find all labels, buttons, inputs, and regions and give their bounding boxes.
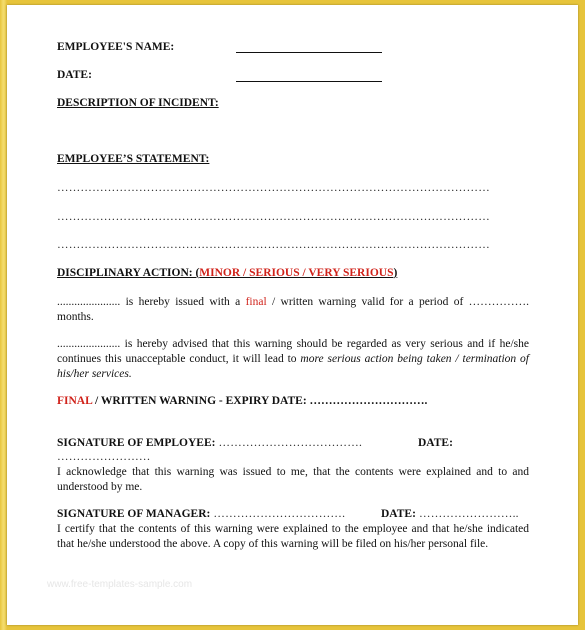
manager-date xyxy=(381,508,519,520)
final-label: FINAL xyxy=(57,395,93,407)
employee-signature-line xyxy=(57,437,362,449)
para1-text-a: is hereby issued with a xyxy=(120,296,246,308)
manager-signature-field[interactable]: ……………………………. xyxy=(210,508,346,520)
date-field[interactable] xyxy=(236,81,382,82)
para1-text-b: / written warning valid for a period of ……………. months. xyxy=(57,296,530,323)
manager-signature-label: SIGNATURE OF MANAGER: xyxy=(57,508,211,520)
disciplinary-action-heading xyxy=(57,267,397,279)
watermark: www.free-templates-sample.com xyxy=(47,579,193,590)
certification-text: I certify that the contents of this warning were explained to the employee and that he/she indicated that he/she understood the above. A copy of this warning will be filed on his/her personal file. xyxy=(57,523,529,550)
employee-name-field[interactable] xyxy=(236,52,382,53)
statement-line-2[interactable]: ………………………………………………………………………………………………… xyxy=(57,211,490,223)
expiry-text: / WRITTEN WARNING - EXPIRY DATE: …………………………. xyxy=(92,395,428,407)
disciplinary-options: MINOR / SERIOUS / VERY SERIOUS xyxy=(199,267,394,279)
statement-line-3[interactable]: ………………………………………………………………………………………………… xyxy=(57,239,490,251)
employee-date-field[interactable]: …………………… xyxy=(57,451,151,463)
employee-statement-label: EMPLOYEE’S STATEMENT: xyxy=(57,153,210,165)
employee-blank-2[interactable]: ...................... xyxy=(57,338,121,350)
employee-signature-field[interactable]: ………………………………. xyxy=(215,437,363,449)
acknowledgement-text: I acknowledge that this warning was issued to me, that the contents were explained and to and understood by me. xyxy=(57,466,529,493)
document-page xyxy=(7,5,578,625)
description-of-incident-label: DESCRIPTION OF INCIDENT: xyxy=(57,97,219,109)
disciplinary-suffix: ) xyxy=(393,267,398,279)
manager-date-field[interactable]: …………………….. xyxy=(415,508,519,520)
employee-name-label: EMPLOYEE'S NAME: xyxy=(57,41,175,53)
disciplinary-prefix: DISCIPLINARY ACTION: ( xyxy=(57,267,200,279)
date-label: DATE: xyxy=(57,69,92,81)
written-warning-paragraph xyxy=(57,295,529,325)
para2-text-a: is hereby advised that this warning should be regarded as very serious and if he/she continues this unacceptable conduct, it will lead to xyxy=(57,338,529,365)
expiry-date-line xyxy=(57,395,427,407)
advised-paragraph xyxy=(57,337,529,382)
employee-signature-label: SIGNATURE OF EMPLOYEE: xyxy=(57,437,216,449)
para2-italic: more serious action being taken / termination of his/her services. xyxy=(57,353,529,380)
final-word: final xyxy=(245,296,267,308)
employee-date-label: DATE: xyxy=(418,437,453,449)
employee-blank-1[interactable]: ...................... xyxy=(57,296,121,308)
manager-date-label: DATE: xyxy=(381,508,416,520)
manager-signature-line xyxy=(57,508,345,520)
statement-line-1[interactable]: ………………………………………………………………………………………………… xyxy=(57,182,490,194)
